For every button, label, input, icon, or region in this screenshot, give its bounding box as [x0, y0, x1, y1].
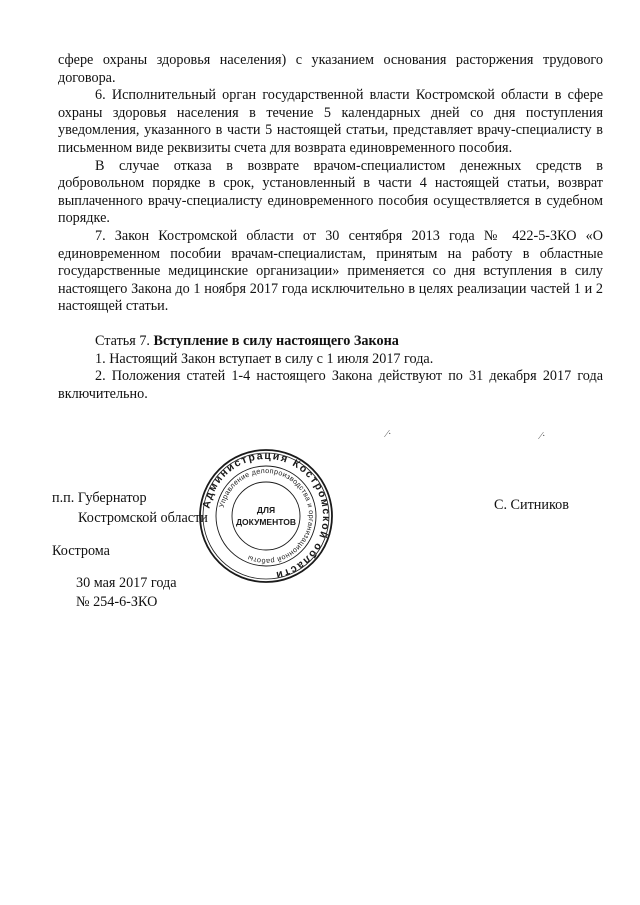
- article-title: Вступление в силу настоящего Закона: [153, 332, 399, 349]
- city: Кострома: [52, 543, 110, 559]
- date-block: [76, 574, 177, 612]
- seal-inner-text: Управление делопроизводства и организационной работы: [216, 465, 317, 567]
- document-number: № 254-6-ЗКО: [76, 594, 158, 610]
- signatory-title: [52, 488, 208, 528]
- seal-center-line1: ДЛЯ: [256, 505, 276, 515]
- article-item-2: 2. Положения статей 1-4 настоящего Закона действуют по 31 декабря 2017 года включительно.: [58, 368, 603, 402]
- signatory-title-line1: п.п. Губернатор: [52, 490, 147, 506]
- paragraph-item-7: 7. Закон Костромской области от 30 сентября 2013 года № 422-5-ЗКО «О единовременном пособии врачам-специалистам, принятым на работу в областные государственные медицинские организации» применяется со дня вступления в силу настоящего Закона до 1 ноября 2017 года исключительно в целях реализации частей 1 и 2 настоящей статьи.: [58, 227, 603, 315]
- signatory-title-line2: Костромской области: [78, 510, 208, 526]
- article-heading: [58, 333, 603, 351]
- paragraph-continuation: сфере охраны здоровья населения) с указанием основания расторжения трудового договора.: [58, 52, 603, 86]
- seal-center-line2: ДОКУМЕНТОВ: [236, 517, 296, 527]
- seal-outer-text: Администрация Костромской области: [200, 449, 333, 582]
- paragraph-refusal: В случае отказа в возврате врачом-специалистом денежных средств в добровольном порядке в срок, установленный в части 4 настоящей статьи, возврат выплаченного врачу-специалисту единовременного пособия осуществляется в судебном порядке.: [58, 157, 603, 227]
- article-prefix: Статья 7.: [95, 332, 150, 349]
- ink-mark: ⁄·: [540, 430, 546, 442]
- official-seal: [197, 447, 335, 585]
- document-body: [58, 52, 603, 403]
- article-item-1: 1. Настоящий Закон вступает в силу с 1 июля 2017 года.: [95, 350, 434, 367]
- paragraph-item-6: 6. Исполнительный орган государственной власти Костромской области в сфере охраны здоровья населения в течение 5 календарных дней со дня поступления уведомления, указанного в части 5 настоящей статьи, представляет врачу-специалисту в письменном виде реквизиты счета для возврата единовременного пособия.: [58, 87, 603, 156]
- signatory-name: С. Ситников: [494, 497, 569, 513]
- ink-mark: ⁄·: [386, 428, 392, 440]
- document-date: 30 мая 2017 года: [76, 575, 177, 591]
